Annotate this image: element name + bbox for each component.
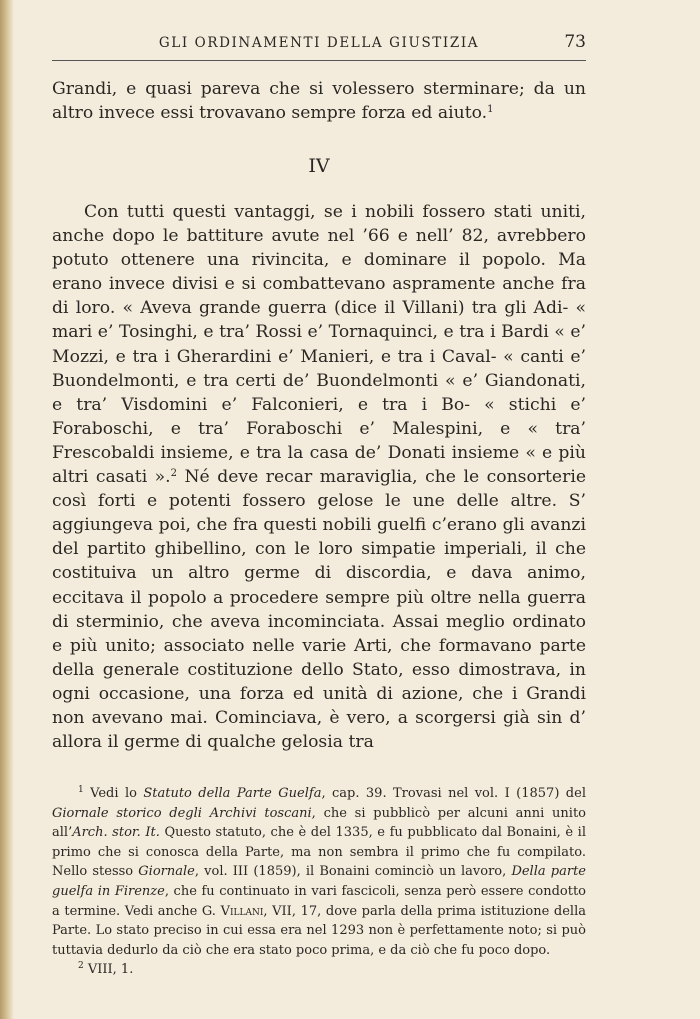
footnote-1 (52, 784, 586, 960)
page-binding-shadow (0, 0, 14, 1019)
fn1-title-archivio: Arch. stor. It. (72, 825, 160, 841)
fn2-text: VIII, 1. (83, 962, 134, 978)
fn1-text-a: Vedi lo (83, 786, 144, 801)
section-heading: IV (308, 155, 330, 177)
intro-paragraph (52, 77, 586, 125)
main-paragraph (52, 200, 586, 754)
running-header: GLI ORDINAMENTI DELLA GIUSTIZIA (158, 35, 480, 51)
fn1-text-k: , che fu continuato in vari fascicoli, senza però essere condotto a termine. Vedi anche G. (52, 883, 586, 919)
fn1-title-giornale: Giornale storico degli Archivi toscani (52, 805, 312, 821)
fn1-title-giornale-2: Giornale (138, 864, 195, 880)
footnote-ref-1[interactable]: 1 (487, 104, 494, 116)
footnote-mark-2: 2 (78, 961, 84, 972)
footnotes (52, 784, 586, 980)
intro-text: Grandi, e quasi pareva che si volessero sterminare; da un altro invece essi trovavano sempre forza ed aiuto. (52, 79, 586, 124)
page-number: 73 (564, 32, 586, 52)
fn1-text-g: Questo statuto, che è del 1335, e fu pubblicato dal Bonaini, è il primo che si conosca della Parte, ma non sembra il primo che fu compilato. Nello stesso (52, 825, 586, 880)
fn1-text-m: , VII, 17, dove parla della prima istituzione della Parte. Lo stato preciso in cui essa era nel 1293 non è perfettamente noto; si può tuttavia dedurlo da ciò che era stato poco prima, e da ciò che fu poco dopo. (52, 903, 586, 958)
main-text-part2: Né deve recar maraviglia, che le consorterie così forti e potenti fossero gelose le une delle altre. S’ aggiungeva poi, che fra questi nobili guelfi c’erano gli avanzi del partito ghibellino, con le loro simpatie imperiali, il che costituiva un altro germe di discordia, e dava animo, eccitava il popolo a procedere sempre più oltre nella guerra di sterminio, che aveva incominciata. Assai meglio ordinato e più unito; associato nelle varie Arti, che formavano parte della generale costituzione dello Stato, esso dimostrava, in ogni occasione, una forza ed unità di azione, che i Grandi non avevano mai. Cominciava, è vero, a scorgersi già sin d’ allora il germe di qualche gelosia tra (52, 467, 586, 753)
footnote-ref-2[interactable]: 2 (170, 468, 178, 480)
header-rule (52, 60, 586, 61)
fn1-author-villani: Villani (220, 903, 264, 919)
main-text-part1: Con tutti questi vantaggi, se i nobili fossero stati uniti, anche dopo le battiture avute nel ’66 e nell’ 82, avrebbero potuto ottenere una rivincita, e dominare il popolo. Ma erano invece divisi e si combattevano aspramente anche fra di loro. « Aveva grande guerra (dice il Villani) tra gli Adi- « mari e’ Tosinghi, e tra’ Rossi e’ Tornaquinci, e tra i Bardi « e’ Mozzi, e tra i Gherardini e’ Manieri, e tra i Caval- « canti e’ Buondelmonti, e tra certi de’ Buondelmonti « e’ Giandonati, e tra’ Visdomini e’ Falconieri, e tra i Bo- « stichi e’ Foraboschi, e tra’ Foraboschi e’ Malespini, e « tra’ Frescobaldi insieme, e tra la casa de’ Donati insieme « e più altri casati ». (52, 202, 586, 488)
footnote-mark-1: 1 (78, 785, 84, 795)
fn1-text-i: , vol. III (1859), il Bonaini cominciò un lavoro, (194, 864, 512, 880)
fn1-title-parte-guelfa: Della parte guelfa in Firenze (52, 864, 586, 899)
footnote-2 (52, 960, 586, 980)
fn1-text-e: , che si pubblicò per alcuni anni unito all’ (52, 805, 587, 841)
fn1-text-c: , cap. 39. Trovasi nel vol. I (1857) del (321, 786, 586, 801)
fn1-title-statuto: Statuto della Parte Guelfa (143, 786, 322, 801)
